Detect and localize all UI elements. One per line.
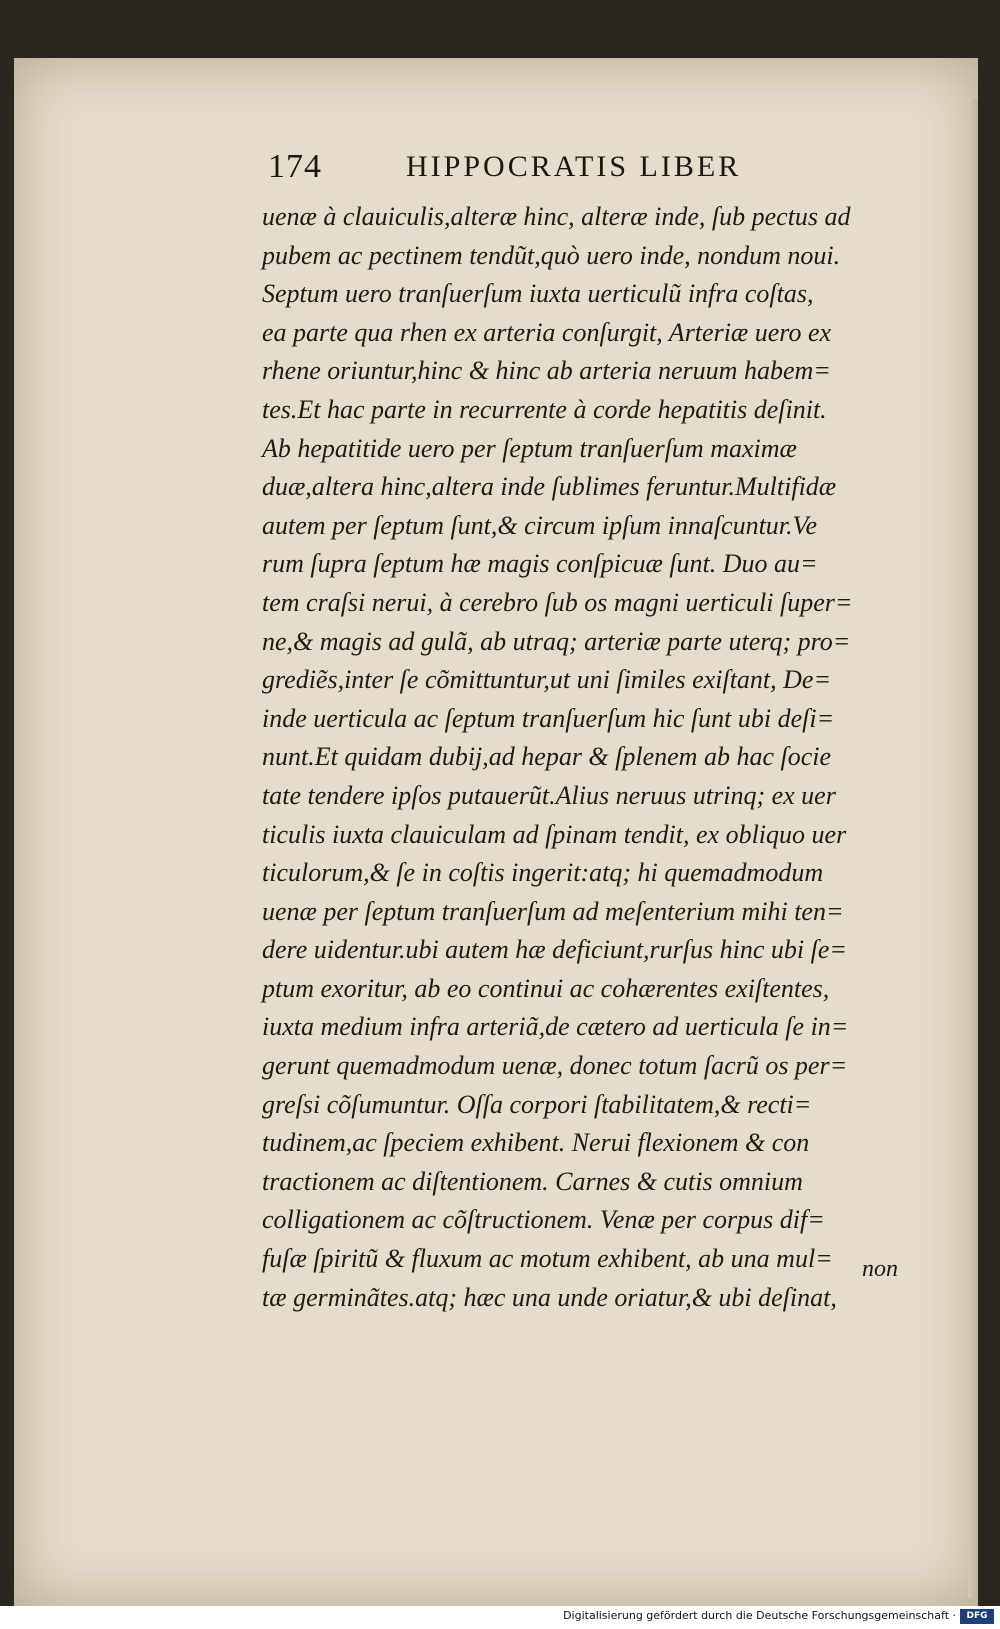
text-line: greſsi cõſumuntur. Oſſa corpori ſtabilitatem,& recti=: [262, 1089, 812, 1119]
text-line: uenæ à clauiculis,alteræ hinc, alteræ inde, ſub pectus ad: [262, 202, 851, 231]
text-line: grediẽs,inter ſe cõmittuntur,ut uni ſimiles exiſtant, De=: [262, 665, 832, 695]
running-title: HIPPOCRATIS LIBER: [406, 150, 742, 183]
text-line: iuxta medium infra arteriã,de cætero ad uerticula ſe in=: [262, 1012, 849, 1042]
text-line: autem per ſeptum ſunt,& circum ipſum innaſcuntur.Ve: [262, 510, 818, 540]
page-header: [258, 148, 798, 192]
text-line: inde uerticula ac ſeptum tranſuerſum hic ſunt ubi deſi=: [262, 703, 835, 733]
body-text: [262, 198, 912, 1317]
page-edge: [968, 98, 978, 1598]
text-line: tractionem ac diſtentionem. Carnes & cutis omnium: [262, 1166, 803, 1196]
text-line: fuſæ ſpiritũ & fluxum ac motum exhibent, ab una mul=: [262, 1244, 833, 1274]
text-line: rum ſupra ſeptum hæ magis conſpicuæ ſunt. Duo au=: [262, 549, 818, 579]
text-line: tate tendere ipſos putauerũt.Alius neruus utrinq; ex uer: [262, 780, 836, 810]
text-line: ea parte qua rhen ex arteria conſurgit, Arteriæ uero ex: [262, 317, 832, 347]
text-line: colligationem ac cõſtructionem. Venæ per corpus dif=: [262, 1205, 825, 1235]
text-line: tem craſsi nerui, à cerebro ſub os magni uerticuli ſuper=: [262, 587, 853, 617]
text-line: ticulis iuxta clauiculam ad ſpinam tendit, ex obliquo uer: [262, 819, 847, 849]
text-line: uenæ per ſeptum tranſuerſum ad meſenterium mihi ten=: [262, 896, 844, 926]
digitization-footer: [0, 1606, 1000, 1629]
text-line: duæ,altera hinc,altera inde ſublimes feruntur.Multifidæ: [262, 472, 837, 502]
text-line: Septum uero tranſuerſum iuxta uerticulũ infra coſtas,: [262, 279, 814, 309]
text-line: dere uidentur.ubi autem hæ deficiunt,rurſus hinc ubi ſe=: [262, 935, 847, 965]
catchword: non: [862, 1256, 898, 1282]
text-line: pubem ac pectinem tendũt,quò uero inde, nondum noui.: [262, 240, 841, 270]
dfg-logo: DFG: [960, 1609, 994, 1624]
text-line: ne,& magis ad gulã, ab utraq; arteriæ parte uterq; pro=: [262, 626, 851, 656]
text-line: tæ germinãtes.atq; hæc una unde oriatur,& ubi deſinat,: [262, 1282, 837, 1312]
page-number: 174: [268, 148, 322, 185]
text-line: Ab hepatitide uero per ſeptum tranſuerſum maximæ: [262, 433, 797, 463]
text-line: ptum exoritur, ab eo continui ac cohærentes exiſtentes,: [262, 973, 830, 1003]
funding-credit: Digitalisierung gefördert durch die Deutsche Forschungsgemeinschaft ·: [563, 1609, 956, 1622]
text-line: ticulorum,& ſe in coſtis ingerit:atq; hi quemadmodum: [262, 858, 824, 888]
text-line: gerunt quemadmodum uenæ, donec totum ſacrũ os per=: [262, 1051, 848, 1081]
text-line: tudinem,ac ſpeciem exhibent. Nerui flexionem & con: [262, 1128, 810, 1158]
text-line: tes.Et hac parte in recurrente à corde hepatitis deſinit.: [262, 394, 827, 424]
text-line: nunt.Et quidam dubij,ad hepar & ſplenem ab hac ſocie: [262, 742, 832, 772]
text-line: rhene oriuntur,hinc & hinc ab arteria neruum habem=: [262, 356, 831, 386]
